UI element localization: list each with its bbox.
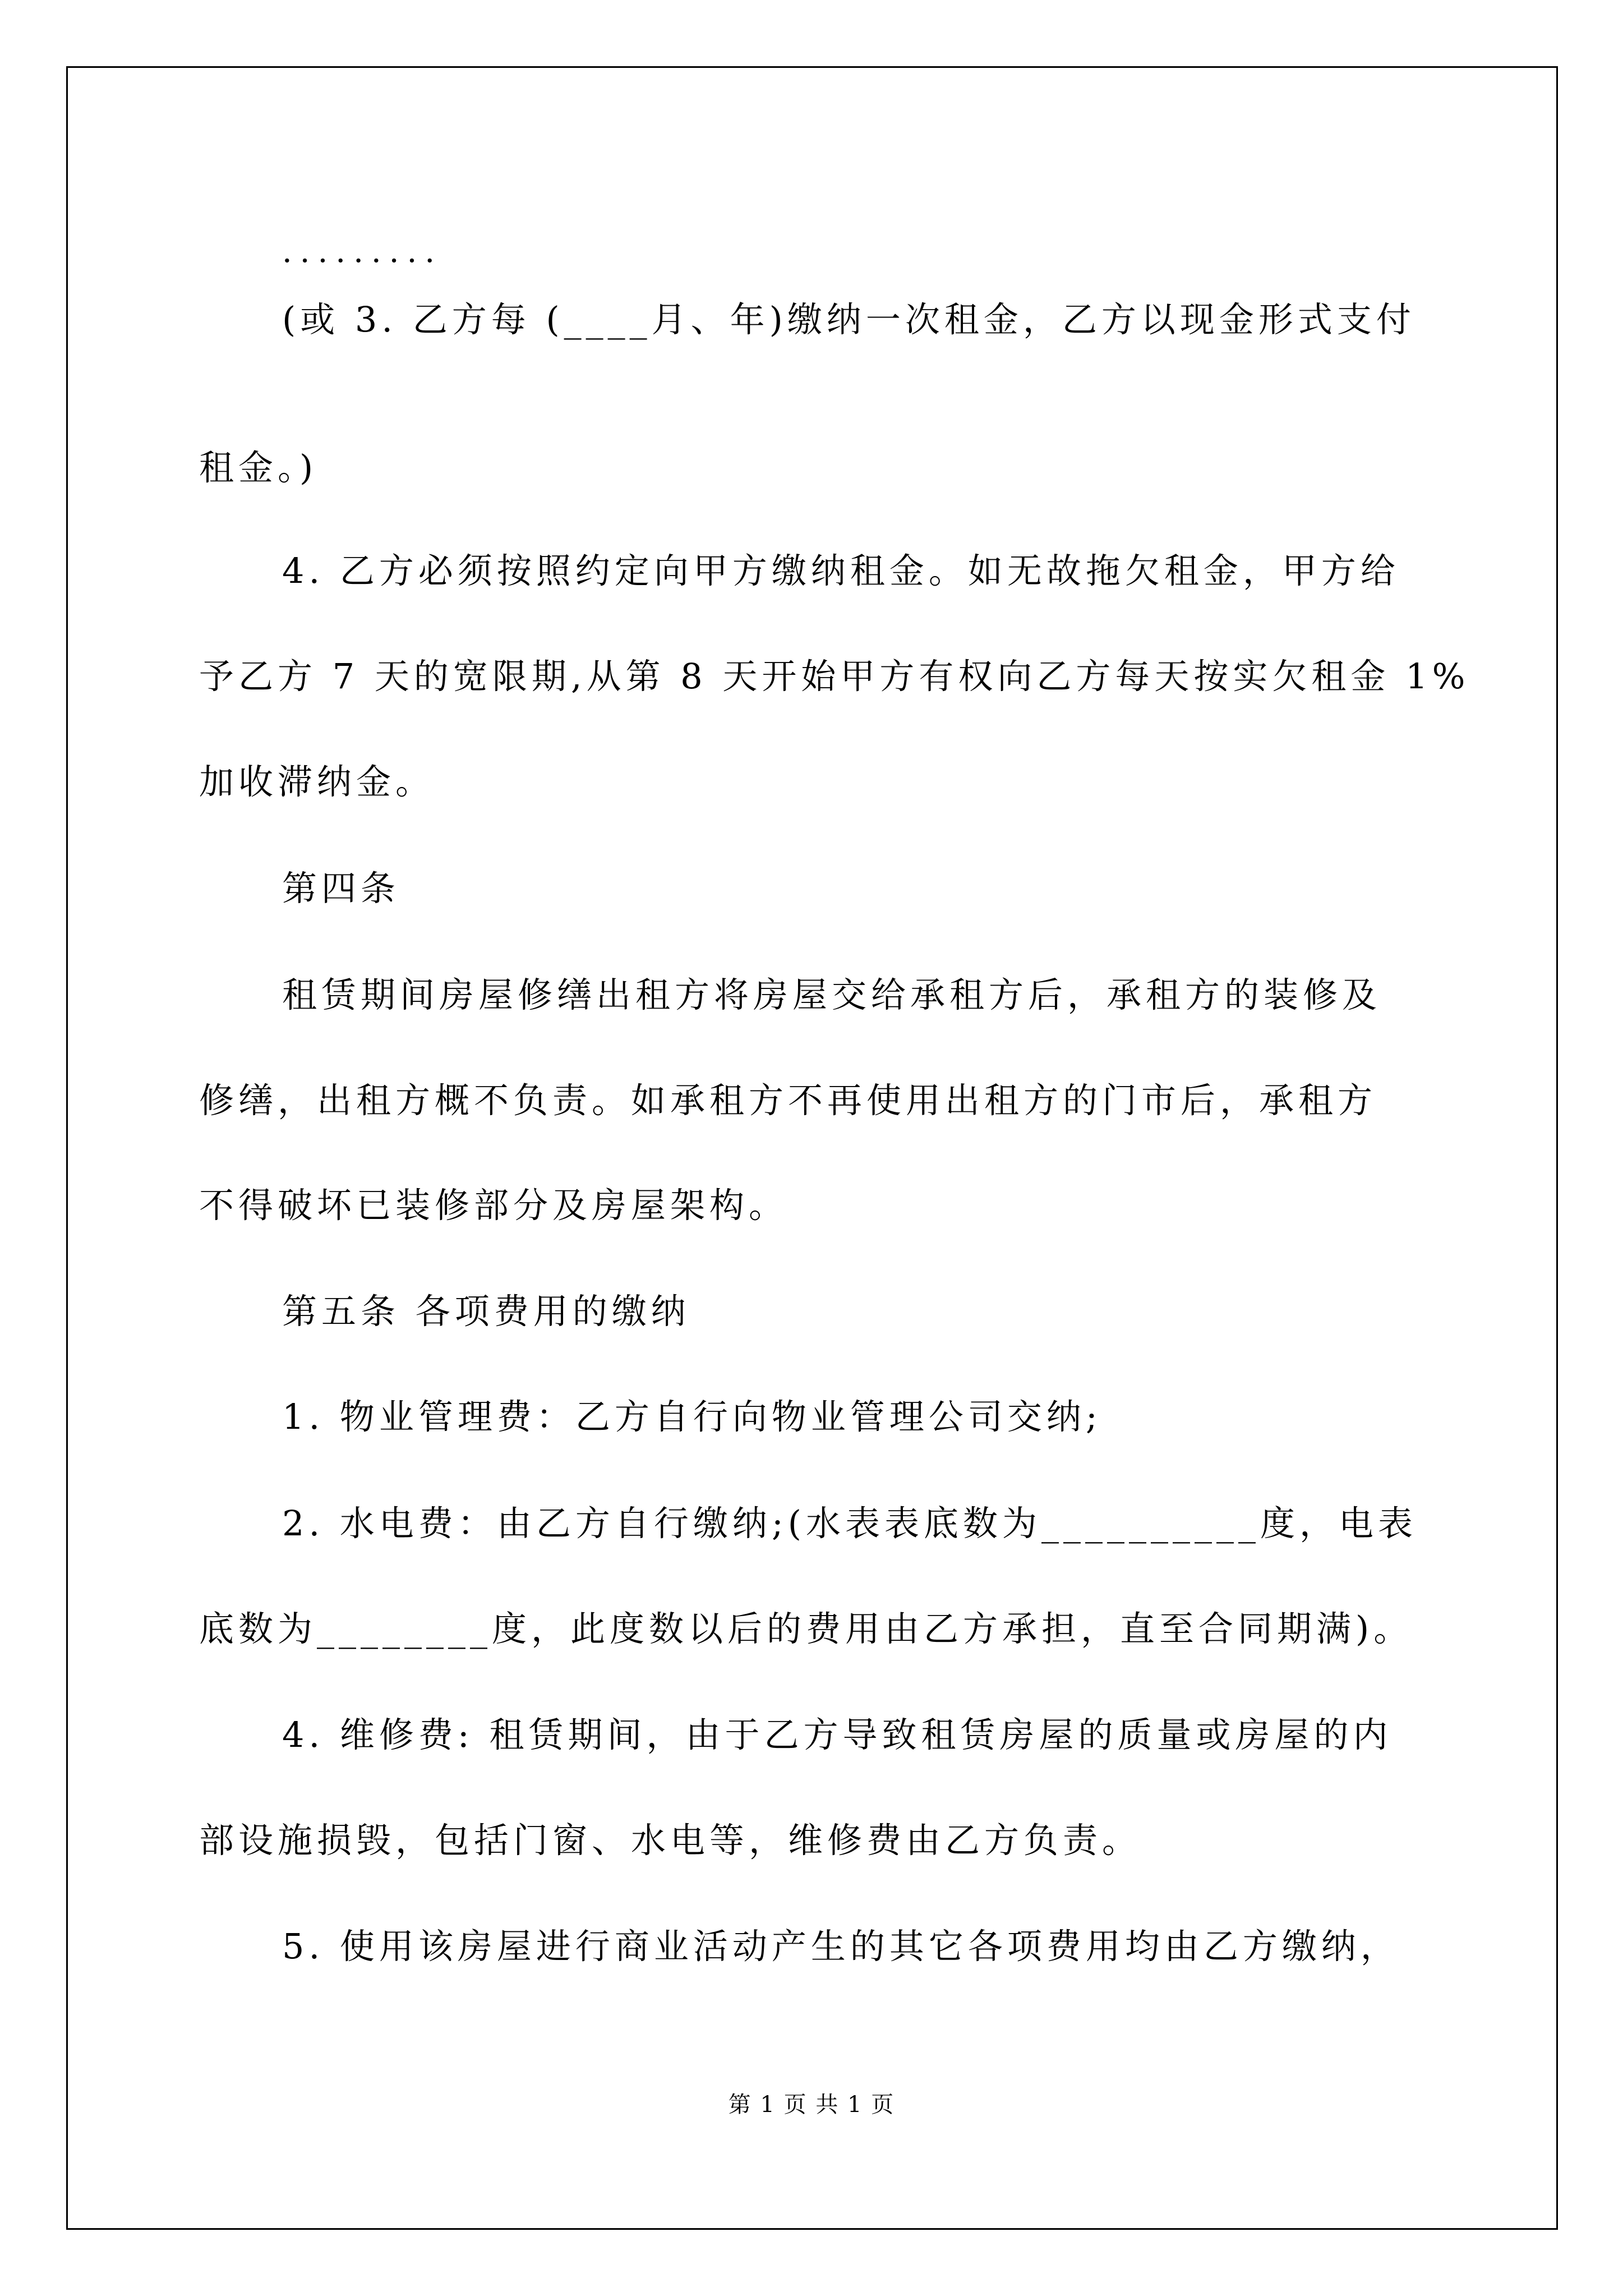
- paragraph-line: 租金。): [199, 447, 318, 488]
- section-heading: 第五条 各项费用的缴纳: [282, 1291, 690, 1332]
- paragraph-line: 租赁期间房屋修缮出租方将房屋交给承租方后，承租方的装修及: [282, 974, 1382, 1015]
- paragraph-line: 不得破坏已装修部分及房屋架构。: [199, 1185, 789, 1226]
- paragraph-line: 2. 水电费：由乙方自行缴纳;(水表表底数为__________度，电表: [282, 1503, 1417, 1544]
- page-footer: 第 1 页 共 1 页: [728, 2092, 895, 2118]
- paragraph-line: 5. 使用该房屋进行商业活动产生的其它各项费用均由乙方缴纳，: [282, 1926, 1400, 1967]
- paragraph-line: 修缮，出租方概不负责。如承租方不再使用出租方的门市后，承租方: [199, 1080, 1377, 1121]
- paragraph-line: 1. 物业管理费：乙方自行向物业管理公司交纳;: [282, 1396, 1102, 1437]
- page-border: [66, 66, 1558, 2230]
- paragraph-line: 部设施损毁，包括门窗、水电等，维修费由乙方负责。: [199, 1820, 1142, 1861]
- paragraph-line: 加收滞纳金。: [199, 761, 435, 802]
- paragraph-line: 4. 维修费: 租赁期间，由于乙方导致租赁房屋的质量或房屋的内: [282, 1714, 1393, 1755]
- ellipsis-line: ·········: [282, 243, 443, 279]
- section-heading: 第四条: [282, 868, 400, 909]
- paragraph-line: 底数为________度，此度数以后的费用由乙方承担，直至合同期满)。: [199, 1608, 1413, 1649]
- paragraph-line: (或 3. 乙方每 (____月、年)缴纳一次租金，乙方以现金形式支付: [282, 299, 1415, 340]
- paragraph-line: 4. 乙方必须按照约定向甲方缴纳租金。如无故拖欠租金，甲方给: [282, 550, 1400, 591]
- paragraph-line: 予乙方 7 天的宽限期,从第 8 天开始甲方有权向乙方每天按实欠租金 1%: [199, 656, 1470, 697]
